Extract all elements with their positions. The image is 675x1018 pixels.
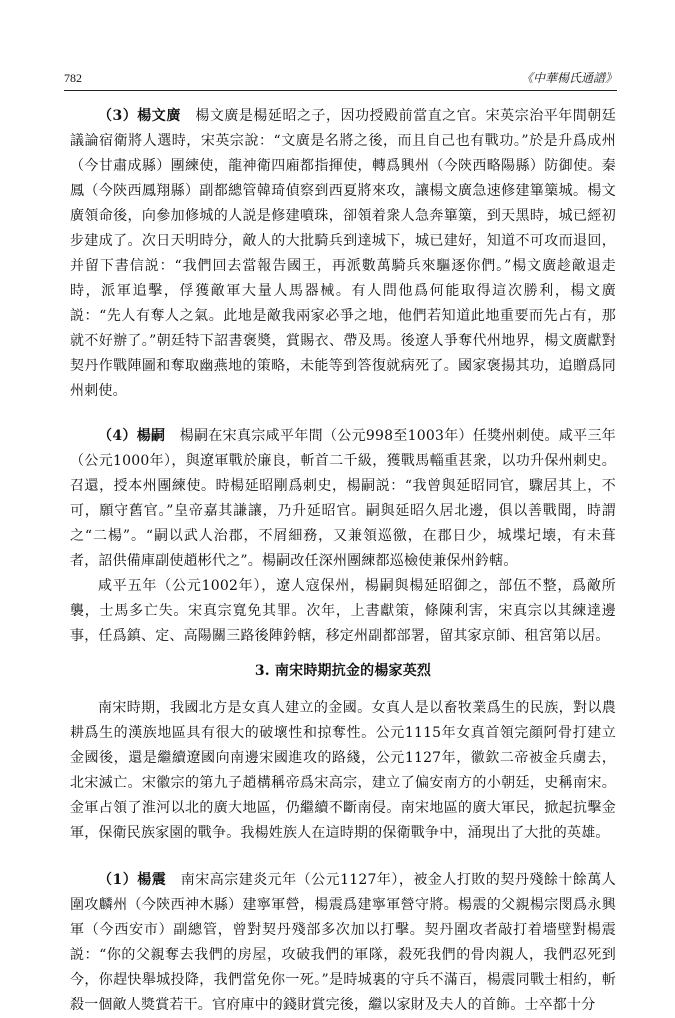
section-heading: （3）楊文廣 bbox=[98, 108, 181, 124]
section-text: 南宋高宗建炎元年（公元1127年），被金人打敗的契丹殘餘十餘萬人圍攻麟州（今陝西神木縣）建寧軍營，楊震爲建寧軍營守將。楊震的父親楊宗閔爲永興軍（今西安市）副總管，曾對契丹殘部多次加以打擊。契丹圍攻者敲打着墻壁對楊震説：“你的父親奪去我們的房屋，攻破我們的軍隊，殺死我們的骨肉親人，我們忍死到今，你趕快舉城投降，我們當免你一死。”是時城裏的守兵不滿百，楊震同戰士相約，斬殺一個敵人獎賞若干。官府庫中的錢財賞完後，繼以家財及夫人的首飾。士卒都十分 bbox=[70, 872, 616, 1013]
section-heading: （1）楊震 bbox=[98, 872, 167, 888]
section-yang-si bbox=[70, 424, 616, 574]
section-yang-zhen bbox=[70, 868, 616, 1018]
section-yang-wenguang bbox=[70, 104, 616, 404]
page-number: 782 bbox=[64, 71, 82, 85]
chapter-section-title: 3. 南宋時期抗金的楊家英烈 bbox=[254, 663, 432, 679]
section-text: 楊嗣在宋真宗咸平年間（公元998至1003年）任獎州刺使。咸平三年（公元1000年），與遼軍戰於廉良，斬首二千級，獲戰馬輜重甚衆，以功升保州刺史。召還，授本州團練使。時楊延昭剛爲刺史，楊嗣説：“我曾與延昭同官，驟居其上，不可，願守舊官。”皇帝嘉其謙讓，乃升延昭官。嗣與延昭久居北邊，俱以善戰聞，時謂之“二楊”。“嗣以武人治郡，不屑細務，又兼領巡徼，在郡日少，城堞圮壊，有未葺者，詔供備庫副使趙彬代之”。楊嗣改任深州團練都巡檢使兼保州鈐轄。 bbox=[70, 428, 617, 569]
section-southern-song-intro: 南宋時期，我國北方是女真人建立的金國。女真人是以畜牧業爲生的民族，對以農耕爲生的漢族地區具有很大的破壞性和掠奪性。公元1115年女真首領完顔阿骨打建立金國後，還是繼續遼國向南邊宋國進攻的路綫，公元1127年，徽欽二帝被金兵虜去，北宋滅亡。宋徽宗的第九子趙構稱帝爲宋高宗，建立了偏安南方的小朝廷，史稱南宋。金軍占領了淮河以北的廣大地區，仍繼續不斷南侵。南宋地區的廣大軍民，掀起抗擊金軍，保衛民族家園的戰争。我楊姓族人在這時期的保衛戰争中，涌現出了大批的英雄。 bbox=[70, 700, 616, 841]
section-text: 楊文廣是楊延昭之子，因功授殿前當直之官。宋英宗治平年間朝廷議論宿衛將人選時，宋英宗說：“文廣是名將之後，而且自己也有戰功。”於是升爲成州（今甘肅成縣）團練使，龍神衛四廂都指揮使，轉爲興州（今陝西略陽縣）防御使。秦鳳（今陝西鳳翔縣）副都總管韓琦偵察到西夏將來攻，讓楊文廣急速修建篳篥城。楊文廣領命後，向參加修城的人説是修建噴珠，卻領着衆人急奔篳篥，到天黑時，城已經初步建成了。次日天明時分，敵人的大批騎兵到達城下，城已建好，知道不可攻而退回，并留下書信説：“我們回去當報告國王，再派數萬騎兵來驅逐你們。”楊文廣趁敵退走時，派軍追擊，俘獲敵軍大量人馬器械。有人問他爲何能取得這次勝利，楊文廣説：“先人有奪人之氣。此地是敵我兩家必爭之地，他們若知道此地重要而先占有，那就不好辦了。”朝廷特下詔書褒奬，賞賜衣、帶及馬。後遼人爭奪代州地界，楊文廣獻對契丹作戰陣圖和奪取幽燕地的策略，未能等到答復就病死了。國家褒揚其功，追贈爲同州刺使。 bbox=[70, 108, 616, 399]
page-body bbox=[70, 104, 616, 1018]
book-title: 《中華楊氏通譜》 bbox=[520, 71, 617, 85]
section-heading: （4）楊嗣 bbox=[98, 428, 166, 444]
page-header bbox=[64, 68, 617, 91]
section-yang-si-continued: 咸平五年（公元1002年），遼人寇保州，楊嗣與楊延昭御之，部伍不整，爲敵所襲，士馬多亡失。宋真宗寬免其罪。次年，上書獻策，條陳利害，宋真宗以其練達邊事，任爲鎮、定、高陽關三路後陣鈐轄，移定州副都部署，留其家京師、租宮第以居。 bbox=[70, 578, 616, 644]
